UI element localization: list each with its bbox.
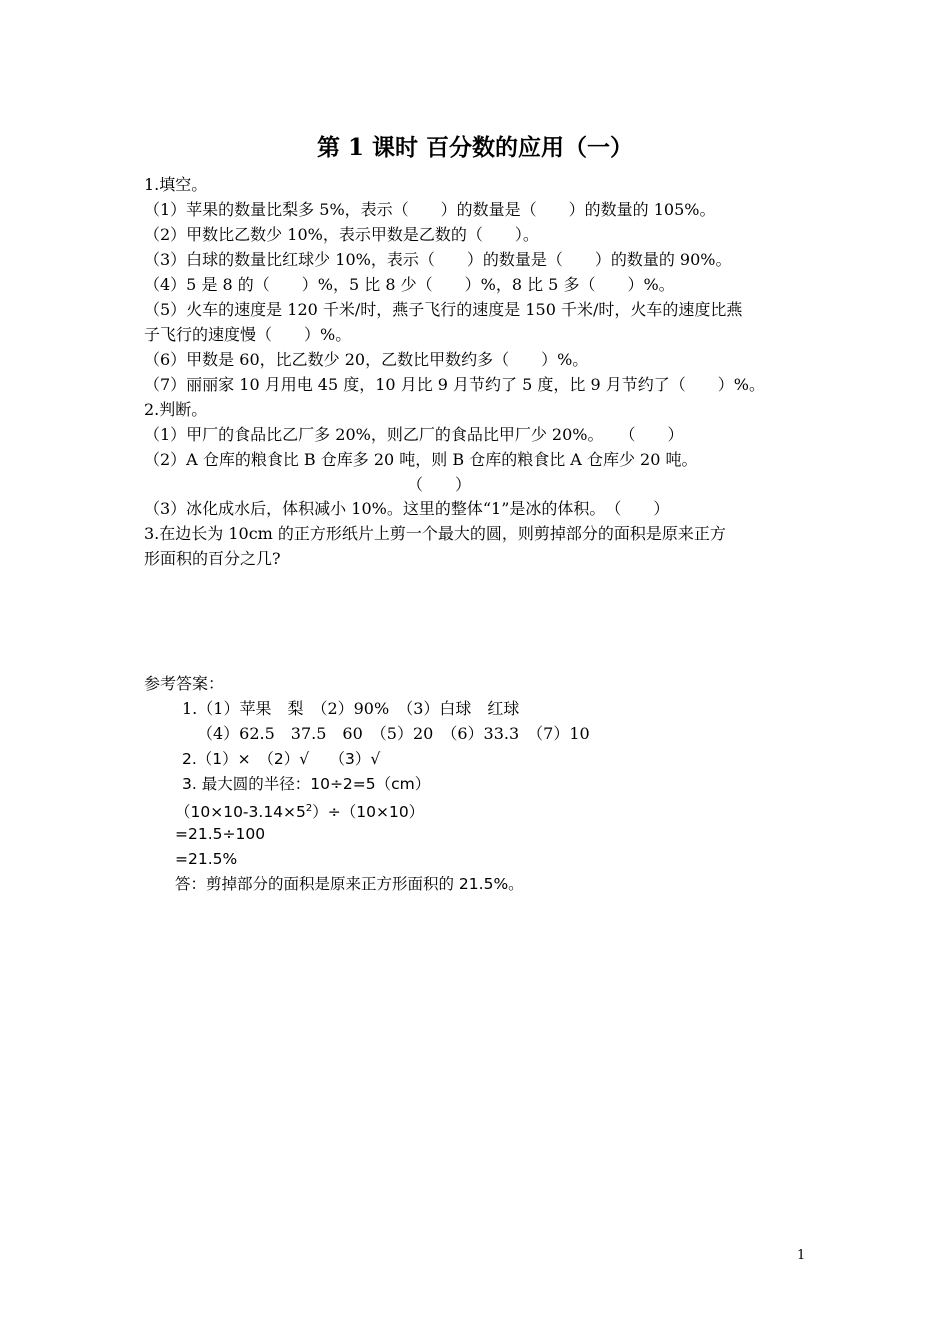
answer-3-line-4: =21.5% <box>175 850 238 868</box>
answer-3-line-5: 答：剪掉部分的面积是原来正方形面积的 21.5%。 <box>175 875 524 893</box>
q3-line-2: 形面积的百分之几? <box>144 549 281 568</box>
q1-item-4: （4）5 是 8 的（ ）%，5 比 8 少（ ）%，8 比 5 多（ ）%。 <box>144 275 675 294</box>
page-title: 第 1 课时 百分数的应用（一） <box>316 134 634 161</box>
answer-3-line-2 <box>175 798 424 823</box>
q1-item-5a: （5）火车的速度是 120 千米/时，燕子飞行的速度是 150 千米/时，火车的速度比燕 <box>144 300 743 319</box>
answer-3-line-1: 3. 最大圆的半径：10÷2=5（cm） <box>182 775 431 793</box>
q1-item-1: （1）苹果的数量比梨多 5%，表示（ ）的数量是（ ）的数量的 105%。 <box>144 200 716 219</box>
q1-item-6: （6）甲数是 60，比乙数少 20，乙数比甲数约多（ ）%。 <box>144 350 589 369</box>
answer-2: 2.（1）× （2）√ （3）√ <box>182 750 381 768</box>
q2-item-3: （3）冰化成水后，体积减小 10%。这里的整体“1”是冰的体积。 （ ） <box>144 499 670 518</box>
answer-3-formula-end: ）÷（10×10） <box>312 803 425 822</box>
q1-heading: 1.填空。 <box>144 175 208 194</box>
answer-3-exponent: 2 <box>305 803 313 814</box>
page-number: 1 <box>797 1248 806 1263</box>
q2-item-1: （1）甲厂的食品比乙厂多 20%，则乙厂的食品比甲厂少 20%。 （ ） <box>144 425 684 444</box>
q1-item-7: （7）丽丽家 10 月用电 45 度，10 月比 9 月节约了 5 度，比 9 月节约了（ ）%。 <box>144 375 765 394</box>
q2-item-2-answer-blank: （ ） <box>407 475 472 494</box>
answer-1-line-2: （4）62.5 37.5 60 （5）20 （6）33.3 （7）10 <box>197 724 590 743</box>
answer-1-line-1: 1.（1）苹果 梨 （2）90% （3）白球 红球 <box>182 699 520 718</box>
q2-item-2: （2）A 仓库的粮食比 B 仓库多 20 吨，则 B 仓库的粮食比 A 仓库少 20 吨。 <box>144 450 698 469</box>
q1-item-3: （3）白球的数量比红球少 10%，表示（ ）的数量是（ ）的数量的 90%。 <box>144 250 732 269</box>
answer-3-line-3: =21.5÷100 <box>175 825 266 843</box>
answers-heading: 参考答案： <box>144 674 225 693</box>
q2-heading: 2.判断。 <box>144 400 208 419</box>
answer-3-formula-start: （10×10-3.14×5 <box>175 803 306 822</box>
q1-item-5b: 子飞行的速度慢（ ）%。 <box>144 325 352 344</box>
q1-item-2: （2）甲数比乙数少 10%，表示甲数是乙数的（ ）。 <box>144 225 539 244</box>
q3-line-1: 3.在边长为 10cm 的正方形纸片上剪一个最大的圆，则剪掉部分的面积是原来正方 <box>144 524 726 543</box>
